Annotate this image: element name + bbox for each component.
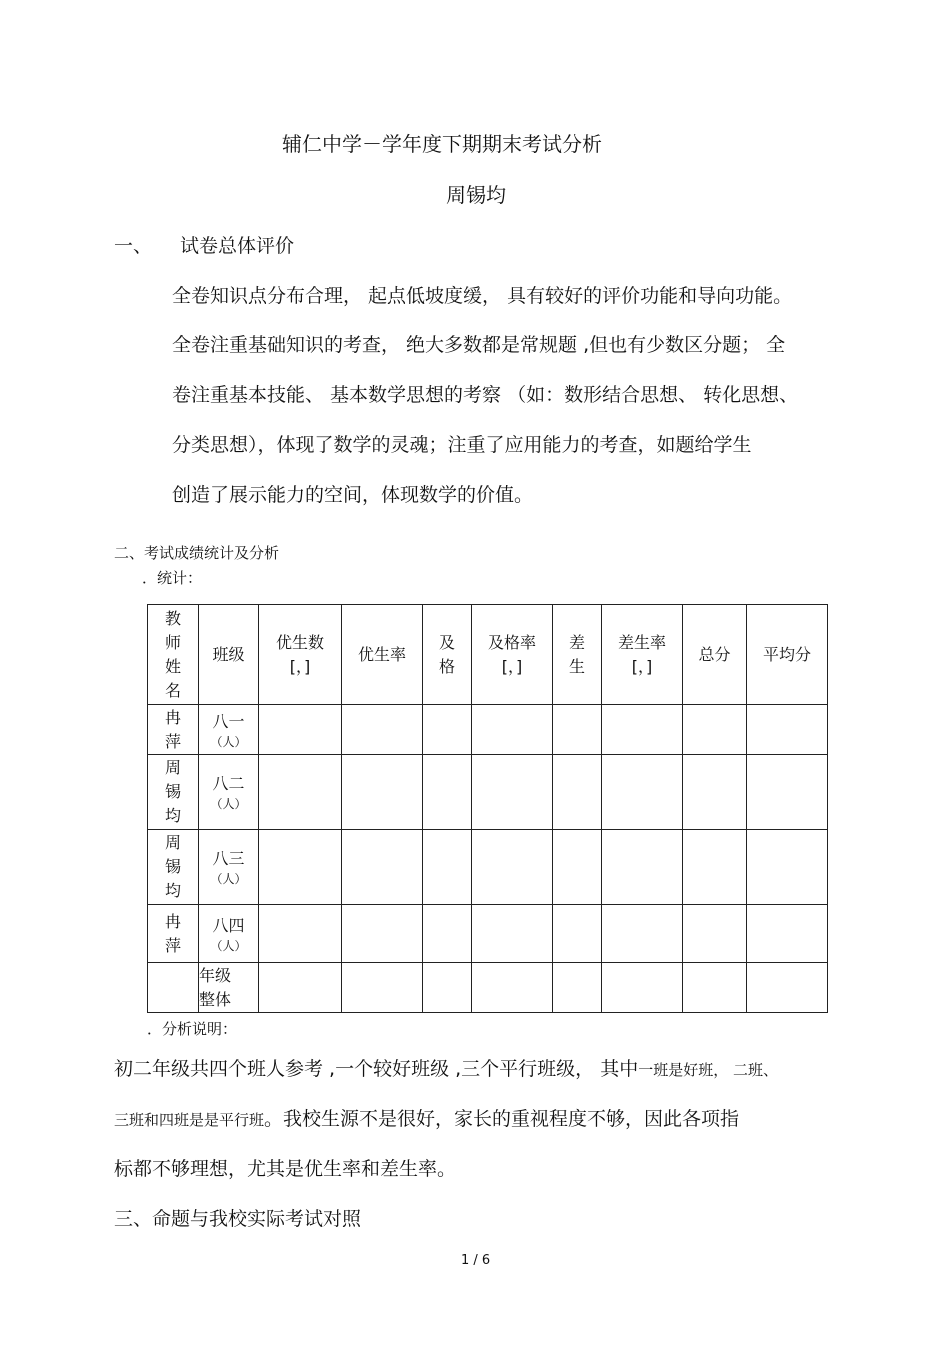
class-cell: 八四 [212, 915, 245, 935]
header-poor-rate-sub: [，] [631, 656, 653, 676]
class-cell: 八三 [212, 849, 245, 868]
section1-heading: 试卷总体评价 [180, 235, 295, 257]
section1-line-1: 全卷知识点分布合理， 起点低坡度缓， 具有较好的评价功能和导向功能。 [172, 285, 793, 307]
header-excellent-count: 优生数 [275, 632, 324, 652]
analysis-line-2-head: 三班和四班是是平行班 [114, 1111, 265, 1129]
header-class: 班级 [212, 644, 245, 664]
table-row [148, 905, 828, 963]
class-count-cell: （人） [210, 734, 247, 749]
header-poor-rate: 差生率 [617, 632, 666, 652]
header-pass-rate-sub: [，] [501, 656, 523, 676]
table-row [148, 755, 828, 830]
section1-number: 一、 [114, 235, 153, 257]
analysis-line-2-main: 。我校生源不是很好，家长的重视程度不够，因此各项指 [264, 1108, 740, 1130]
page-number: 1 / 6 [461, 1253, 491, 1268]
header-poor: 差生 [568, 632, 585, 676]
table-row [148, 830, 828, 905]
analysis-line-1 [114, 1054, 778, 1081]
author-name: 周锡均 [446, 183, 506, 207]
analysis-line-1-main: 初二年级共四个班人参考 ,一个较好班级 ,三个平行班级， 其中 [114, 1058, 639, 1080]
section1-line-4: 分类思想），体现了数学的灵魂；注重了应用能力的考查，如题给学生 [172, 434, 752, 456]
class-count-cell: （人） [210, 938, 247, 953]
section1-line-3: 卷注重基本技能、 基本数学思想的考察 （如：数形结合思想、 转化思想、 [172, 384, 799, 406]
section2-heading: 二、考试成绩统计及分析 [114, 544, 280, 562]
analysis-line-1-tail: 一班是好班， 二班、 [638, 1061, 778, 1079]
table-row [148, 963, 828, 1013]
class-count-cell: （人） [210, 797, 247, 811]
class-count-cell: （人） [210, 872, 247, 886]
section2-stats-label: ．统计： [142, 569, 203, 587]
class-cell: 年级整体 [199, 965, 232, 1009]
header-excellent-count-sub: [，] [289, 656, 311, 676]
section3-heading: 三、命题与我校实际考试对照 [114, 1208, 362, 1230]
teacher-cell: 冉萍 [164, 707, 181, 751]
teacher-cell: 周锡均 [164, 833, 181, 900]
header-pass: 及格 [438, 632, 455, 676]
analysis-line-3: 标都不够理想，尤其是优生率和差生率。 [114, 1158, 457, 1180]
teacher-cell: 冉萍 [164, 911, 181, 955]
section1-line-5: 创造了展示能力的空间，体现数学的价值。 [172, 484, 534, 506]
table-row [148, 705, 828, 755]
section1-line-2: 全卷注重基础知识的考查， 绝大多数都是常规题 ,但也有少数区分题； 全 [172, 334, 786, 356]
page-title: 辅仁中学－学年度下期期末考试分析 [282, 132, 602, 156]
teacher-cell: 周锡均 [164, 758, 181, 825]
header-excellent-rate: 优生率 [357, 644, 406, 664]
table-header-row [148, 605, 828, 705]
header-pass-rate: 及格率 [487, 632, 536, 652]
header-teacher: 教师姓名 [164, 608, 181, 700]
header-average: 平均分 [762, 644, 811, 664]
class-cell: 八一 [212, 711, 245, 731]
class-cell: 八二 [212, 774, 245, 793]
header-total: 总分 [698, 644, 731, 664]
score-statistics-table [147, 604, 828, 1013]
analysis-line-2 [114, 1104, 739, 1131]
section2-analysis-label: ．分析说明： [147, 1020, 238, 1038]
